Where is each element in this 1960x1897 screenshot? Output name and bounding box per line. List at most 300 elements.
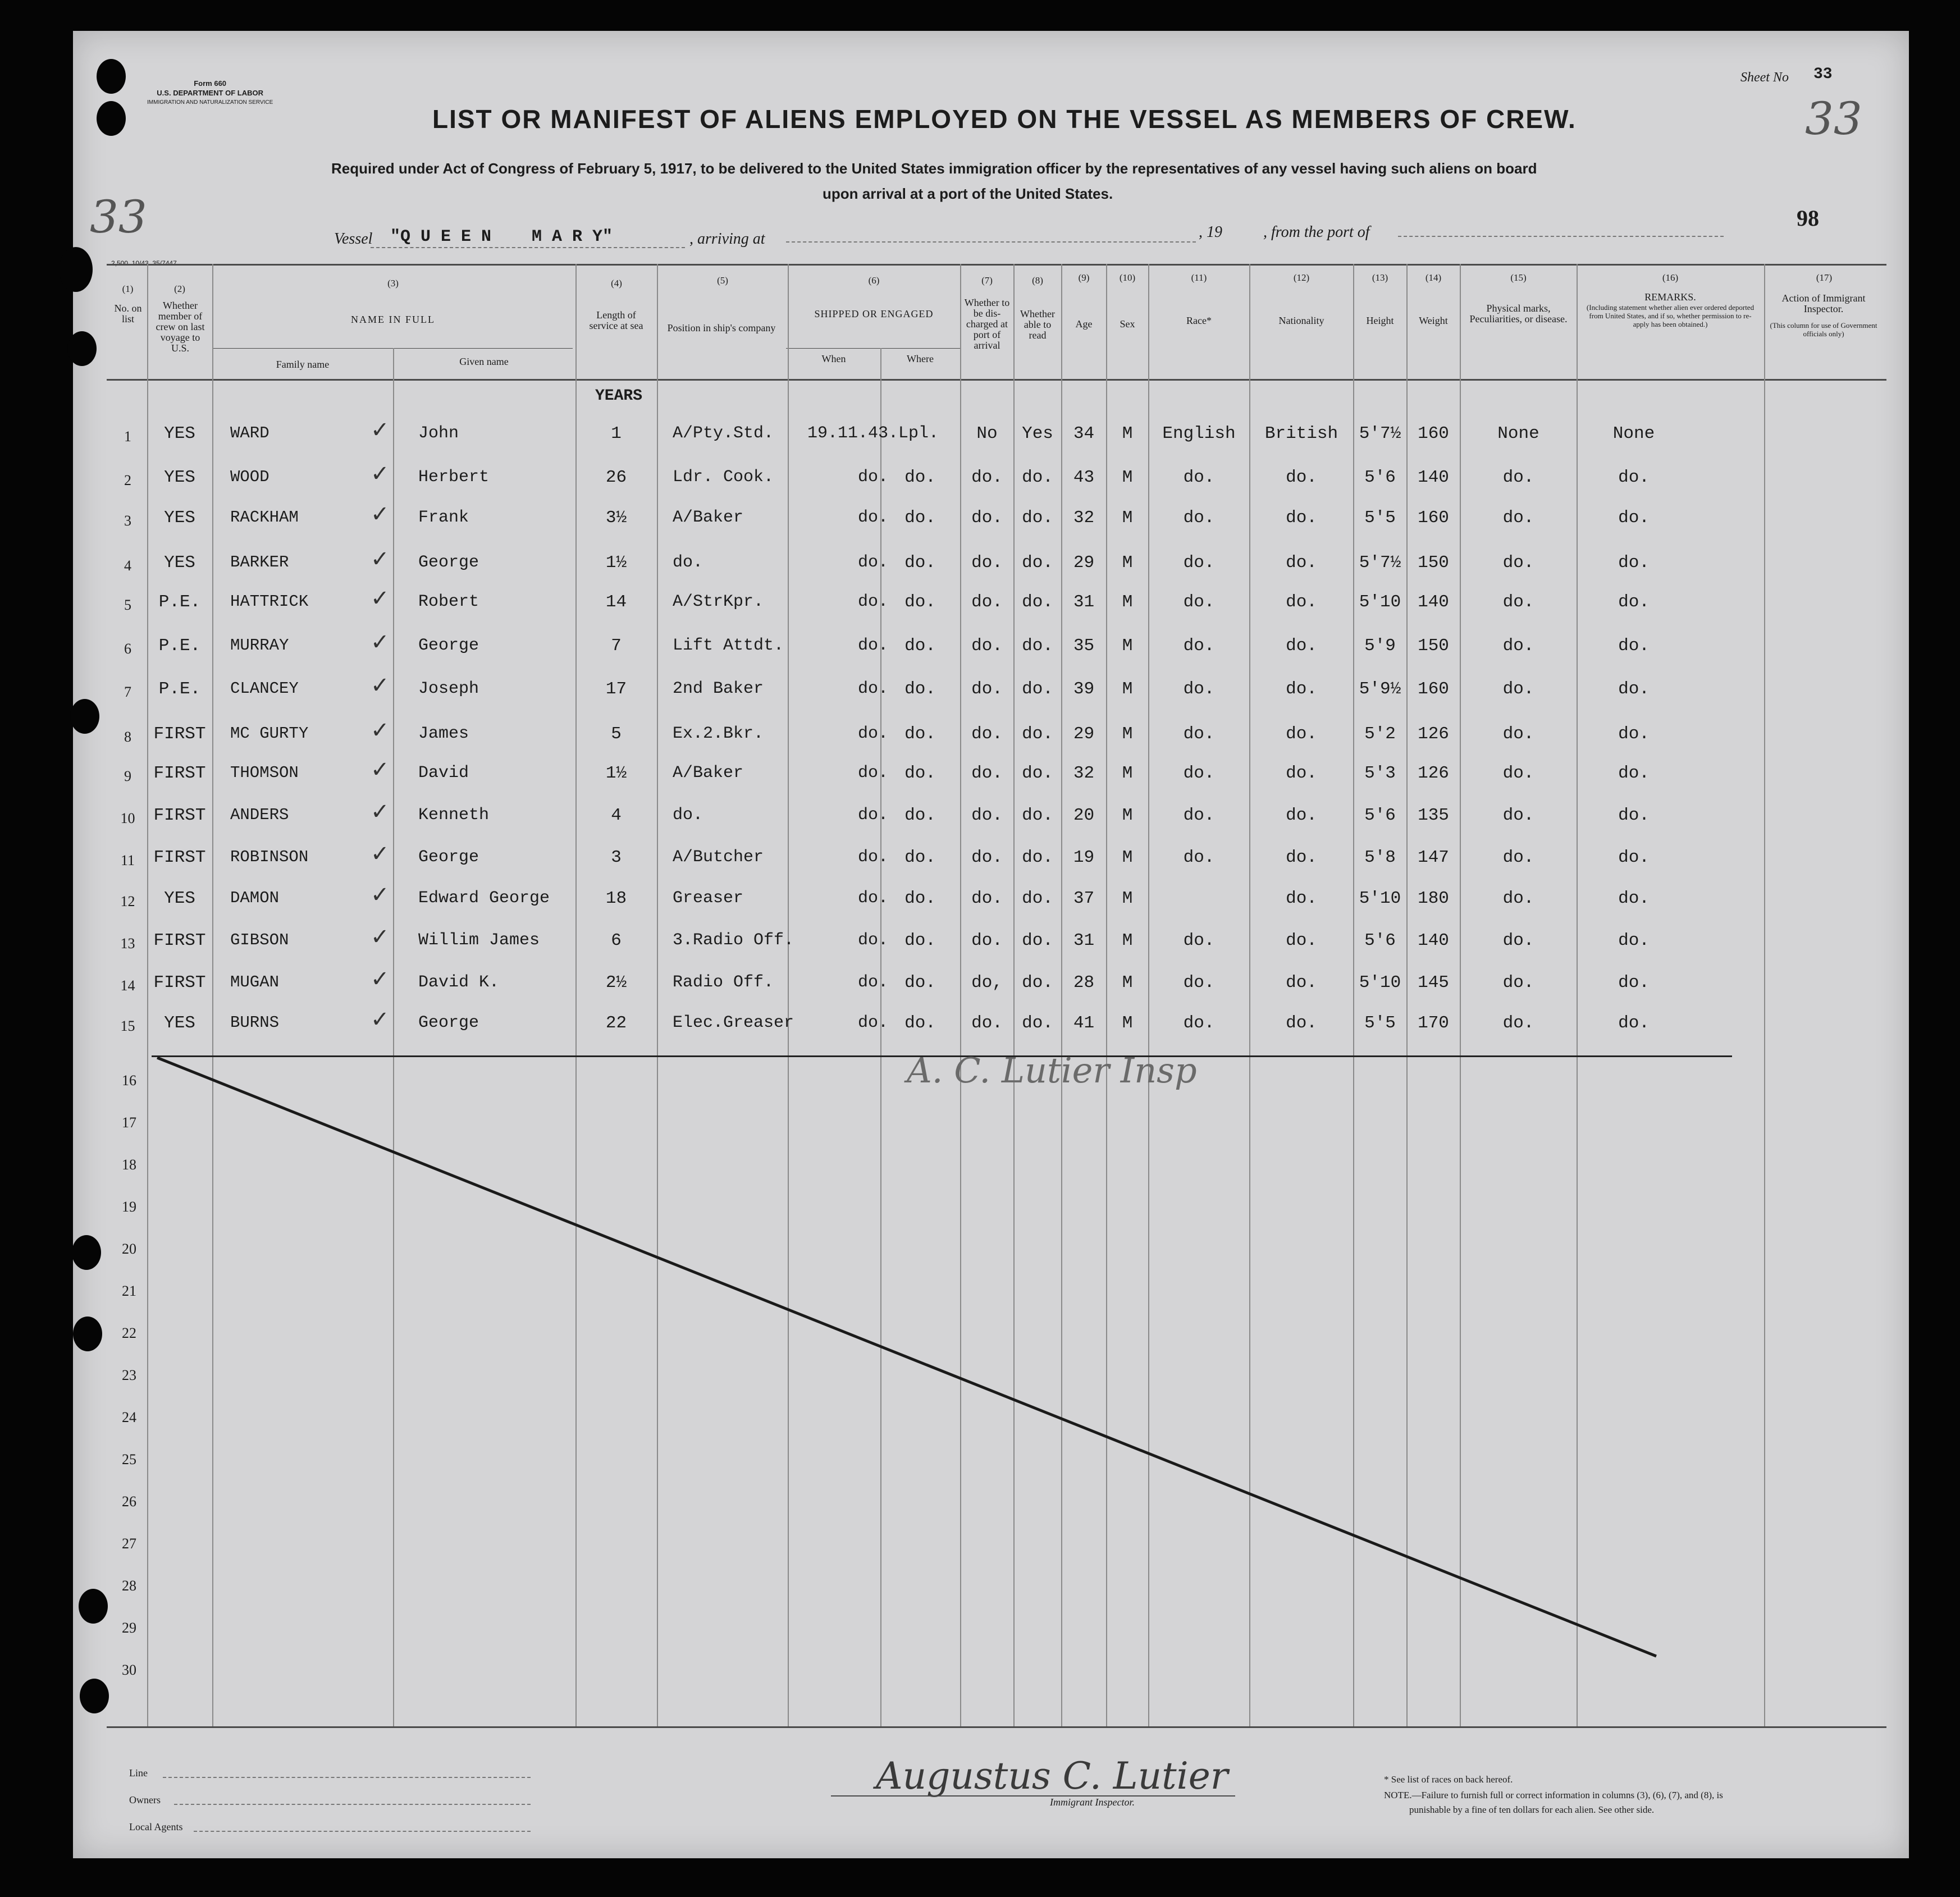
cell-weight: 145	[1418, 973, 1449, 993]
cell-marks: do.	[1502, 679, 1534, 699]
col-head-discharged: Whether to be dis-charged at port of arrival	[964, 297, 1010, 351]
cell-family: THOMSON	[230, 764, 299, 782]
cell-when: do.	[857, 592, 888, 611]
cell-family: HATTRICK	[230, 592, 309, 611]
cell-discharged: do.	[971, 636, 1003, 656]
cell-read: do.	[1022, 508, 1053, 528]
col-head-age: Age	[1075, 318, 1093, 330]
cell-remarks: do.	[1618, 889, 1650, 908]
col-head-action-note: (This column for use of Government officials only)	[1770, 321, 1877, 338]
cell-family: ANDERS	[230, 806, 289, 824]
cell-age: 29	[1073, 724, 1095, 744]
cell-position: Elec.Greaser	[673, 1013, 794, 1032]
cell-given: Robert	[418, 592, 479, 611]
signature-line	[831, 1795, 1235, 1797]
cell-read: Yes	[1022, 424, 1053, 444]
footer-owners-label: Owners	[129, 1794, 161, 1805]
cell-service: 26	[605, 468, 627, 487]
cell-weight: 150	[1418, 553, 1449, 573]
cell-height: 5'7½	[1359, 424, 1401, 444]
col-head-weight: Weight	[1419, 315, 1448, 326]
cell-nationality: British	[1264, 424, 1338, 444]
col-num-5: (5)	[717, 275, 728, 286]
cell-no: 3	[124, 513, 131, 529]
check-mark-icon: ✓	[371, 546, 390, 572]
cell-position: A/Baker	[673, 508, 744, 527]
row-number: 27	[122, 1535, 136, 1552]
cell-where: do.	[904, 973, 936, 993]
cell-last: YES	[164, 553, 195, 573]
cell-family: ROBINSON	[230, 848, 309, 866]
cell-weight: 180	[1418, 889, 1449, 908]
sheet-no-handwritten: 33	[1805, 93, 1862, 145]
cell-given: Joseph	[418, 679, 479, 698]
check-mark-icon: ✓	[371, 417, 390, 443]
cell-age: 32	[1073, 764, 1095, 783]
cell-marks: do.	[1502, 592, 1534, 612]
cell-read: do.	[1022, 931, 1053, 950]
cell-remarks: do.	[1618, 468, 1650, 487]
cell-sex: M	[1122, 764, 1133, 783]
cell-last: YES	[164, 424, 195, 444]
cell-last: FIRST	[153, 931, 206, 950]
subtitle-line-1: Required under Act of Congress of February 5, 1917, to be delivered to the United States immigration officer by the representatives of any vessel having such aliens on board	[331, 160, 1537, 177]
cell-where: do.	[904, 764, 936, 783]
cell-race: do.	[1183, 468, 1215, 487]
cell-when: do.	[857, 848, 888, 867]
row-number: 21	[122, 1283, 136, 1299]
cell-where: do.	[904, 931, 936, 950]
cell-race: do.	[1183, 973, 1215, 993]
table-top-border	[107, 264, 1886, 266]
col-head-sex: Sex	[1120, 318, 1135, 330]
cell-no: 13	[120, 935, 135, 952]
punch-hole	[70, 699, 99, 734]
cell-position: 3.Radio Off.	[673, 931, 794, 950]
cell-where: do.	[904, 1013, 936, 1033]
cell-height: 5'10	[1359, 889, 1401, 908]
cell-read: do.	[1022, 724, 1053, 744]
cell-marks: do.	[1502, 724, 1534, 744]
cell-when: do.	[857, 553, 888, 572]
col-head-service: Length of service at sea	[589, 309, 643, 331]
cell-when: do.	[857, 636, 888, 655]
cell-family: WOOD	[230, 468, 269, 486]
cell-family: WARD	[230, 424, 269, 442]
cell-remarks: do.	[1618, 848, 1650, 867]
col-head-family-name: Family name	[276, 359, 330, 370]
cell-when: do.	[857, 679, 888, 698]
cell-nationality: do.	[1286, 636, 1317, 656]
cell-remarks: do.	[1618, 592, 1650, 612]
row-number: 28	[122, 1578, 136, 1594]
from-port-label: , from the port of	[1263, 223, 1370, 241]
cell-race: do.	[1183, 848, 1215, 867]
cell-read: do.	[1022, 764, 1053, 783]
cell-read: do.	[1022, 636, 1053, 656]
cell-marks: do.	[1502, 764, 1534, 783]
cell-read: do.	[1022, 973, 1053, 993]
row-number: 20	[122, 1241, 136, 1257]
cell-no: 10	[120, 810, 135, 826]
cell-age: 35	[1073, 636, 1095, 656]
punch-hole	[73, 1317, 102, 1351]
col-head-name: NAME IN FULL	[351, 314, 435, 325]
inspector-label: Immigrant Inspector.	[1050, 1797, 1135, 1808]
cell-family: GIBSON	[230, 931, 289, 949]
vessel-label: Vessel	[334, 230, 373, 248]
cell-marks: do.	[1502, 848, 1534, 867]
cell-race: do.	[1183, 508, 1215, 528]
cell-age: 39	[1073, 679, 1095, 699]
cell-height: 5'9	[1364, 636, 1396, 656]
cell-position: do.	[673, 553, 703, 572]
cell-weight: 160	[1418, 424, 1449, 444]
cell-marks: do.	[1502, 931, 1534, 950]
cell-height: 5'5	[1364, 508, 1396, 528]
cell-nationality: do.	[1286, 889, 1317, 908]
cell-discharged: do,	[971, 973, 1003, 993]
cell-last: FIRST	[153, 848, 206, 867]
cell-no: 5	[124, 597, 131, 613]
cell-discharged: do.	[971, 724, 1003, 744]
cell-when: do.	[857, 764, 888, 783]
cell-remarks: do.	[1618, 764, 1650, 783]
row-number: 23	[122, 1367, 136, 1383]
col-head-where: Where	[907, 353, 934, 364]
cell-read: do.	[1022, 592, 1053, 612]
cell-discharged: do.	[971, 468, 1003, 487]
cell-given: George	[418, 1013, 479, 1032]
cell-sex: M	[1122, 553, 1133, 573]
col-num-6: (6)	[868, 275, 880, 286]
cell-service: 1	[611, 424, 622, 444]
cell-service: 17	[605, 679, 627, 699]
cell-age: 41	[1073, 1013, 1095, 1033]
cell-service: 1½	[605, 553, 627, 573]
cell-marks: do.	[1502, 1013, 1534, 1033]
cell-remarks: do.	[1618, 724, 1650, 744]
col-num-7: (7)	[981, 275, 993, 286]
cell-no: 9	[124, 768, 131, 784]
cell-weight: 140	[1418, 931, 1449, 950]
col-head-no: No. on list	[114, 303, 142, 324]
cell-height: 5'8	[1364, 848, 1396, 867]
check-mark-icon: ✓	[371, 673, 390, 698]
cell-service: 2½	[605, 973, 627, 993]
cell-weight: 140	[1418, 468, 1449, 487]
cell-last: P.E.	[158, 636, 201, 656]
punch-hole	[72, 1235, 101, 1270]
cell-last: P.E.	[158, 679, 201, 699]
cell-when: do.	[857, 973, 888, 992]
cell-remarks: do.	[1618, 806, 1650, 825]
col-head-when: When	[821, 353, 846, 364]
cell-given: George	[418, 636, 479, 655]
page-number: 98	[1797, 205, 1819, 231]
col-head-race: Race*	[1186, 315, 1212, 326]
cell-read: do.	[1022, 889, 1053, 908]
col-num-8: (8)	[1032, 275, 1043, 286]
cell-when: do.	[857, 1013, 888, 1032]
cell-last: FIRST	[153, 724, 206, 744]
punch-hole	[80, 1679, 109, 1713]
cell-family: MC GURTY	[230, 724, 309, 743]
cell-discharged: No	[976, 424, 998, 444]
cell-where: do.	[904, 553, 936, 573]
cell-position: Greaser	[673, 889, 744, 908]
cell-when: do.	[857, 931, 888, 950]
cell-sex: M	[1122, 889, 1133, 908]
cell-sex: M	[1122, 724, 1133, 744]
cell-read: do.	[1022, 679, 1053, 699]
cell-read: do.	[1022, 806, 1053, 825]
cell-given: James	[418, 724, 469, 743]
owners-field-rule	[174, 1804, 531, 1805]
vessel-underline	[371, 247, 685, 248]
cell-family: MUGAN	[230, 973, 280, 991]
cell-weight: 126	[1418, 724, 1449, 744]
cell-remarks: do.	[1618, 973, 1650, 993]
cell-discharged: do.	[971, 508, 1003, 528]
cell-last: YES	[164, 508, 195, 528]
cell-weight: 170	[1418, 1013, 1449, 1033]
cell-marks: do.	[1502, 889, 1534, 908]
cancel-diagonal	[152, 1055, 1662, 1662]
cell-weight: 135	[1418, 806, 1449, 825]
cell-nationality: do.	[1286, 592, 1317, 612]
arriving-underline	[786, 241, 1196, 243]
check-mark-icon: ✓	[371, 799, 390, 825]
cell-no: 11	[120, 852, 135, 868]
cell-no: 4	[124, 557, 131, 574]
cell-height: 5'7½	[1359, 553, 1401, 573]
cell-when: 19.11.43.Lpl.	[807, 424, 939, 443]
cell-marks: do.	[1502, 508, 1534, 528]
cell-race: do.	[1183, 592, 1215, 612]
check-mark-icon: ✓	[371, 501, 390, 527]
col-divider	[1764, 264, 1765, 1726]
cell-discharged: do.	[971, 848, 1003, 867]
cell-given: Frank	[418, 508, 469, 527]
cell-where: do.	[904, 806, 936, 825]
cell-service: 1½	[605, 764, 627, 783]
cell-marks: do.	[1502, 468, 1534, 487]
cell-height: 5'5	[1364, 1013, 1396, 1033]
punch-hole	[59, 247, 93, 292]
cell-service: 14	[605, 592, 627, 612]
years-label: YEARS	[595, 387, 643, 405]
footer-agents-label: Local Agents	[129, 1821, 183, 1832]
cell-service: 7	[611, 636, 622, 656]
cell-marks: do.	[1502, 636, 1534, 656]
col-num-15: (15)	[1510, 272, 1527, 283]
row-number: 26	[122, 1493, 136, 1510]
manifest-title: LIST OR MANIFEST OF ALIENS EMPLOYED ON THE VESSEL AS MEMBERS OF CREW.	[432, 104, 1577, 134]
cell-given: Willim James	[418, 931, 540, 950]
cell-where: do.	[904, 592, 936, 612]
races-note: * See list of races on back hereof.	[1384, 1774, 1513, 1785]
cell-position: do.	[673, 806, 703, 825]
cell-where: do.	[904, 508, 936, 528]
cell-no: 7	[124, 684, 131, 700]
cell-given: Herbert	[418, 468, 490, 487]
row-number: 25	[122, 1451, 136, 1468]
cell-where: do.	[904, 636, 936, 656]
check-mark-icon: ✓	[371, 629, 390, 655]
punch-hole	[79, 1589, 108, 1624]
cell-position: A/Baker	[673, 764, 744, 783]
cell-position: Ldr. Cook.	[673, 468, 774, 487]
cell-sex: M	[1122, 1013, 1133, 1033]
row-number: 22	[122, 1325, 136, 1341]
cell-sex: M	[1122, 973, 1133, 993]
cell-age: 29	[1073, 553, 1095, 573]
check-mark-icon: ✓	[371, 586, 390, 611]
cell-position: Ex.2.Bkr.	[673, 724, 764, 743]
check-mark-icon: ✓	[371, 966, 390, 992]
cell-when: do.	[857, 889, 888, 908]
cell-where: do.	[904, 889, 936, 908]
cell-nationality: do.	[1286, 973, 1317, 993]
cell-family: MURRAY	[230, 636, 289, 655]
col-num-11: (11)	[1191, 272, 1207, 283]
cell-read: do.	[1022, 553, 1053, 573]
cell-weight: 126	[1418, 764, 1449, 783]
cell-service: 6	[611, 931, 622, 950]
cell-no: 8	[124, 729, 131, 745]
cell-remarks: do.	[1618, 1013, 1650, 1033]
cell-when: do.	[857, 468, 888, 487]
cell-no: 6	[124, 641, 131, 657]
form-number: Form 660	[194, 79, 227, 88]
cell-discharged: do.	[971, 592, 1003, 612]
cell-race: do.	[1183, 724, 1215, 744]
cell-height: 5'6	[1364, 806, 1396, 825]
col-head-last-voyage: Whether member of crew on last voyage to U.S.	[156, 300, 205, 354]
cell-no: 14	[120, 977, 135, 994]
cell-height: 5'9½	[1359, 679, 1401, 699]
cell-sex: M	[1122, 592, 1133, 612]
fine-note-line-1: NOTE.—Failure to furnish full or correct information in columns (3), (6), (7), and (8), is	[1384, 1790, 1723, 1800]
check-mark-icon: ✓	[371, 841, 390, 867]
header-bottom-border	[107, 379, 1886, 381]
cell-last: YES	[164, 468, 195, 487]
cell-service: 5	[611, 724, 622, 744]
cell-family: CLANCEY	[230, 679, 299, 698]
cell-last: YES	[164, 889, 195, 908]
cell-no: 15	[120, 1018, 135, 1034]
cell-discharged: do.	[971, 1013, 1003, 1033]
row-number: 17	[122, 1114, 136, 1131]
check-mark-icon: ✓	[371, 757, 390, 783]
table-bottom-border	[107, 1726, 1886, 1728]
vessel-name: "Q U E E N M A R Y"	[390, 227, 613, 246]
cell-nationality: do.	[1286, 806, 1317, 825]
cell-sex: M	[1122, 679, 1133, 699]
cell-race: do.	[1183, 806, 1215, 825]
cell-age: 32	[1073, 508, 1095, 528]
cell-weight: 160	[1418, 679, 1449, 699]
cell-race: do.	[1183, 764, 1215, 783]
cell-nationality: do.	[1286, 931, 1317, 950]
cell-no: 1	[124, 428, 131, 445]
cell-given: John	[418, 424, 459, 443]
cell-remarks: None	[1612, 424, 1655, 444]
col-head-remarks-note: (Including statement whether alien ever ordered deported from United States, and if so, whether permission to re-apply has been obtained.)	[1586, 303, 1755, 328]
cell-last: FIRST	[153, 973, 206, 993]
cell-age: 31	[1073, 592, 1095, 612]
cell-nationality: do.	[1286, 508, 1317, 528]
cell-sex: M	[1122, 424, 1133, 444]
year-label: , 19	[1199, 223, 1222, 241]
cell-family: BARKER	[230, 553, 289, 572]
cell-nationality: do.	[1286, 764, 1317, 783]
cell-remarks: do.	[1618, 508, 1650, 528]
cell-height: 5'6	[1364, 468, 1396, 487]
row-number: 24	[122, 1409, 136, 1425]
cell-nationality: do.	[1286, 724, 1317, 744]
col-num-3: (3)	[387, 278, 399, 289]
punch-hole	[97, 101, 126, 136]
punch-hole	[97, 59, 126, 94]
cell-where: do.	[904, 848, 936, 867]
col-head-nationality: Nationality	[1278, 315, 1324, 326]
col-head-given-name: Given name	[459, 356, 509, 367]
cell-age: 20	[1073, 806, 1095, 825]
margin-handwritten-number: 33	[90, 191, 147, 243]
row-number: 16	[122, 1072, 136, 1089]
cell-position: A/StrKpr.	[673, 592, 764, 611]
check-mark-icon: ✓	[371, 717, 390, 743]
cell-nationality: do.	[1286, 1013, 1317, 1033]
cell-service: 3	[611, 848, 622, 867]
line-field-rule	[163, 1777, 531, 1778]
cell-position: Lift Attdt.	[673, 636, 784, 655]
cell-race: do.	[1183, 679, 1215, 699]
cell-where: do.	[904, 468, 936, 487]
cell-service: 22	[605, 1013, 627, 1033]
port-underline	[1398, 236, 1724, 237]
service-name: IMMIGRATION AND NATURALIZATION SERVICE	[147, 99, 273, 106]
cell-where: do.	[904, 679, 936, 699]
cell-remarks: do.	[1618, 931, 1650, 950]
print-code: 2,500. 10/43. 35/7447.	[111, 259, 179, 267]
footer-line-label: Line	[129, 1767, 148, 1779]
cell-remarks: do.	[1618, 553, 1650, 573]
cell-sex: M	[1122, 636, 1133, 656]
row-number: 19	[122, 1199, 136, 1215]
cell-when: do.	[857, 806, 888, 825]
cell-read: do.	[1022, 848, 1053, 867]
cell-service: 3½	[605, 508, 627, 528]
fine-note-line-2: punishable by a fine of ten dollars for each alien. See other side.	[1409, 1804, 1655, 1815]
agents-field-rule	[194, 1831, 531, 1832]
cell-sex: M	[1122, 931, 1133, 950]
cell-when: do.	[857, 508, 888, 527]
inspector-signature: Augustus C. Lutier	[876, 1754, 1228, 1798]
cell-nationality: do.	[1286, 468, 1317, 487]
cell-given: Kenneth	[418, 806, 490, 825]
col-head-position: Position in ship's company	[667, 322, 776, 333]
cell-family: BURNS	[230, 1013, 280, 1032]
cell-last: YES	[164, 1013, 195, 1033]
cell-discharged: do.	[971, 931, 1003, 950]
cell-race: do.	[1183, 1013, 1215, 1033]
sheet-no-label: Sheet No	[1740, 70, 1789, 85]
cell-race: English	[1162, 424, 1236, 444]
cell-no: 12	[120, 893, 135, 909]
